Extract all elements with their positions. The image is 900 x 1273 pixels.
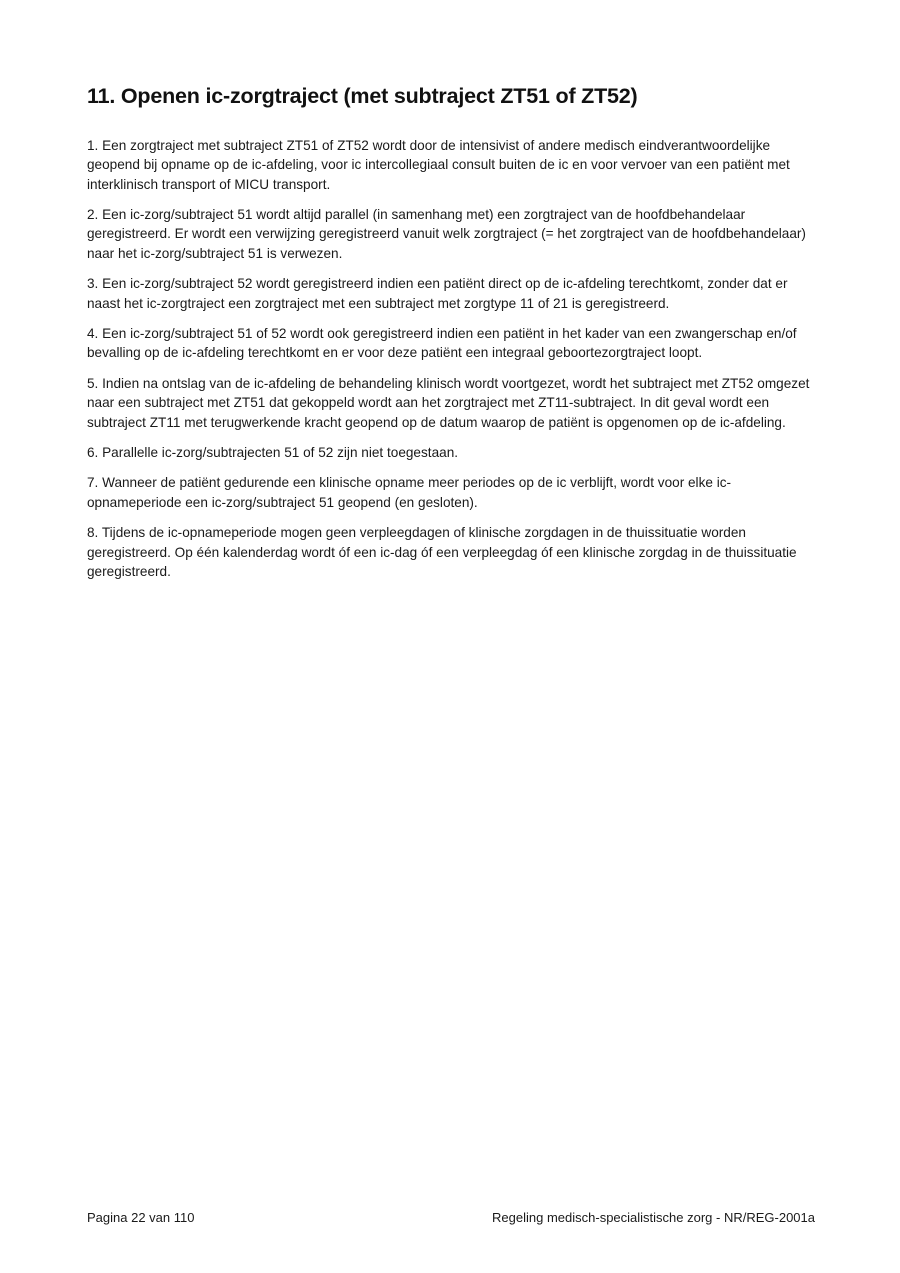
paragraph-1: 1. Een zorgtraject met subtraject ZT51 of ZT52 wordt door de intensivist of andere medisch eindverantwoordelijke geopend bij opname op de ic-afdeling, voor ic intercollegiaal consult buiten de ic en voor vervoer van een patiënt met interklinisch transport of MICU transport.: [87, 137, 790, 192]
paragraph-6: 6. Parallelle ic-zorg/subtrajecten 51 of 52 zijn niet toegestaan.: [87, 445, 459, 461]
page-number: Pagina 22 van 110: [87, 1210, 195, 1225]
paragraph-4: 4. Een ic-zorg/subtraject 51 of 52 wordt ook geregistreerd indien een patiënt in het kader van een zwangerschap en/of bevalling op de ic-afdeling terechtkomt en er voor deze patiënt een integraal geboortezorgtraject loopt.: [87, 326, 797, 361]
page-footer: [87, 1210, 815, 1225]
paragraph-3: 3. Een ic-zorg/subtraject 52 wordt geregistreerd indien een patiënt direct op de ic-afdeling terechtkomt, zonder dat er naast het ic-zorgtraject een zorgtraject met een subtraject met zorgtype 11 of 21 is geregistreerd.: [87, 276, 788, 311]
paragraph-8: 8. Tijdens de ic-opnameperiode mogen geen verpleegdagen of klinische zorgdagen in de thuissituatie worden geregistreerd. Op één kalenderdag wordt óf een ic-dag óf een verpleegdag óf een klinische zorgdag in de thuissituatie geregistreerd.: [87, 525, 797, 580]
paragraph-5: 5. Indien na ontslag van de ic-afdeling de behandeling klinisch wordt voortgezet, wordt het subtraject met ZT52 omgezet naar een subtraject met ZT51 dat gekoppeld wordt aan het zorgtraject met ZT11-subtraject. In dit geval wordt een subtraject ZT11 met terugwerkende kracht geopend op de datum waarop de patiënt is opgenomen op de ic-afdeling.: [87, 375, 810, 430]
document-reference: Regeling medisch-specialistische zorg - NR/REG-2001a: [492, 1210, 815, 1225]
paragraph-2: 2. Een ic-zorg/subtraject 51 wordt altijd parallel (in samenhang met) een zorgtraject van de hoofdbehandelaar geregistreerd. Er wordt een verwijzing geregistreerd vanuit welk zorgtraject (= het zorgtraject van de hoofdbehandelaar) naar het ic-zorg/subtraject 51 is verwezen.: [87, 207, 806, 261]
paragraph-7: 7. Wanneer de patiënt gedurende een klinische opname meer periodes op de ic verblijft, wordt voor elke ic-opnameperiode een ic-zorg/subtraject 51 geopend (en gesloten).: [87, 475, 732, 510]
document-content: [87, 84, 819, 593]
section-title: 11. Openen ic-zorgtraject (met subtraject ZT51 of ZT52): [87, 84, 638, 108]
